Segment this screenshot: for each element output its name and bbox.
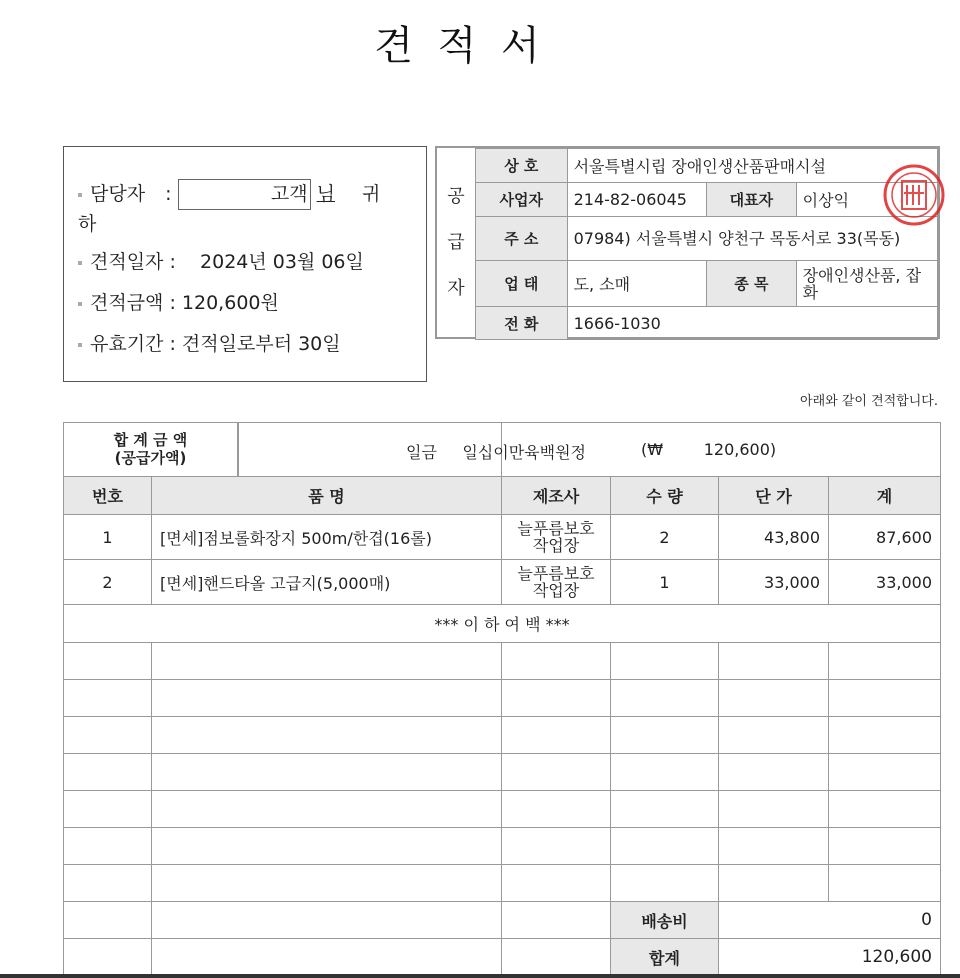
bottom-border <box>0 974 960 978</box>
empty-row <box>64 754 941 791</box>
empty-row <box>64 717 941 754</box>
suffix-2: 하 <box>78 213 97 235</box>
date-row: 견적일자 : 2024년 03월 06일 <box>78 247 364 274</box>
name-label: 상 호 <box>476 149 568 183</box>
date-value: 2024년 03월 06일 <box>200 251 364 273</box>
bullet-icon <box>78 302 82 306</box>
empty-row <box>64 865 941 902</box>
rep-label: 대표자 <box>707 183 797 217</box>
table-header-row <box>64 477 941 515</box>
contact-label: 담당자 <box>90 183 146 205</box>
phone-label: 전 화 <box>476 307 568 340</box>
valid-row: 유효기간 : 견적일로부터 30일 <box>78 329 341 356</box>
item-value: 장애인생산품, 잡화 <box>796 261 937 307</box>
customer-box <box>63 146 427 382</box>
header-price: 단 가 <box>719 477 829 515</box>
phone-value: 1666-1030 <box>567 307 937 340</box>
honorific: 님 <box>316 183 335 205</box>
contact-input[interactable]: 고객 <box>178 179 311 210</box>
document-title: 견 적 서 <box>374 23 546 69</box>
total-label: 합 계 금 액 (공급가액) <box>64 423 239 476</box>
header-maker: 제조사 <box>502 477 611 515</box>
end-of-list-row <box>64 605 941 643</box>
suffix-1: 귀 <box>356 183 381 205</box>
empty-row <box>64 680 941 717</box>
biz-no-value: 214-82-06045 <box>567 183 707 217</box>
sum-value: 120,600 <box>719 939 941 976</box>
address-label: 주 소 <box>476 217 568 261</box>
sum-row <box>64 939 941 976</box>
empty-row <box>64 791 941 828</box>
valid-value: 견적일로부터 30일 <box>181 333 341 355</box>
valid-label: 유효기간 <box>90 333 164 355</box>
total-numeric: (₩ 120,600) <box>641 440 777 459</box>
amount-label: 견적금액 <box>90 292 164 314</box>
table-row: 1 [면세]점보롤화장지 500m/한겹(16롤) 늘푸름보호작업장 2 43,800 87,600 <box>64 515 941 560</box>
shipping-row <box>64 902 941 939</box>
shipping-value: 0 <box>719 902 941 939</box>
header-amount: 계 <box>829 477 941 515</box>
sum-label: 합계 <box>611 939 719 976</box>
items-table <box>63 422 941 976</box>
empty-row <box>64 643 941 680</box>
supplier-table <box>475 148 938 340</box>
amount-row: 견적금액 : 120,600원 <box>78 288 279 315</box>
shipping-label: 배송비 <box>611 902 719 939</box>
biz-no-label: 사업자 <box>476 183 568 217</box>
bullet-icon <box>78 261 82 265</box>
bullet-icon <box>78 193 82 197</box>
total-row <box>64 423 941 477</box>
total-hangul: 일금 일십이만육백원정 <box>406 443 586 462</box>
type-label: 업 태 <box>476 261 568 307</box>
item-label: 종 목 <box>707 261 797 307</box>
date-label: 견적일자 <box>90 251 164 273</box>
bullet-icon <box>78 343 82 347</box>
address-value: 07984) 서울특별시 양천구 목동서로 33(목동) <box>567 217 937 261</box>
rep-value: 이상익 <box>796 183 937 217</box>
name-value: 서울특별시립 장애인생산품판매시설 <box>567 149 937 183</box>
end-of-list-text: *** 이 하 여 백 *** <box>64 605 941 643</box>
header-no: 번호 <box>64 477 152 515</box>
amount-value: 120,600원 <box>181 292 279 314</box>
type-value: 도, 소매 <box>567 261 707 307</box>
empty-row <box>64 828 941 865</box>
supplier-box <box>435 146 940 339</box>
quote-note: 아래와 같이 견적합니다. <box>800 394 938 409</box>
company-seal-stamp <box>880 163 948 227</box>
contact-row: 담당자 : 고객 님 <box>78 179 335 210</box>
supplier-side-label: 공 급 자 <box>447 185 465 299</box>
table-row: 2 [면세]핸드타올 고급지(5,000매) 늘푸름보호작업장 1 33,000 33,000 <box>64 560 941 605</box>
header-name: 품 명 <box>152 477 502 515</box>
header-qty: 수 량 <box>611 477 719 515</box>
